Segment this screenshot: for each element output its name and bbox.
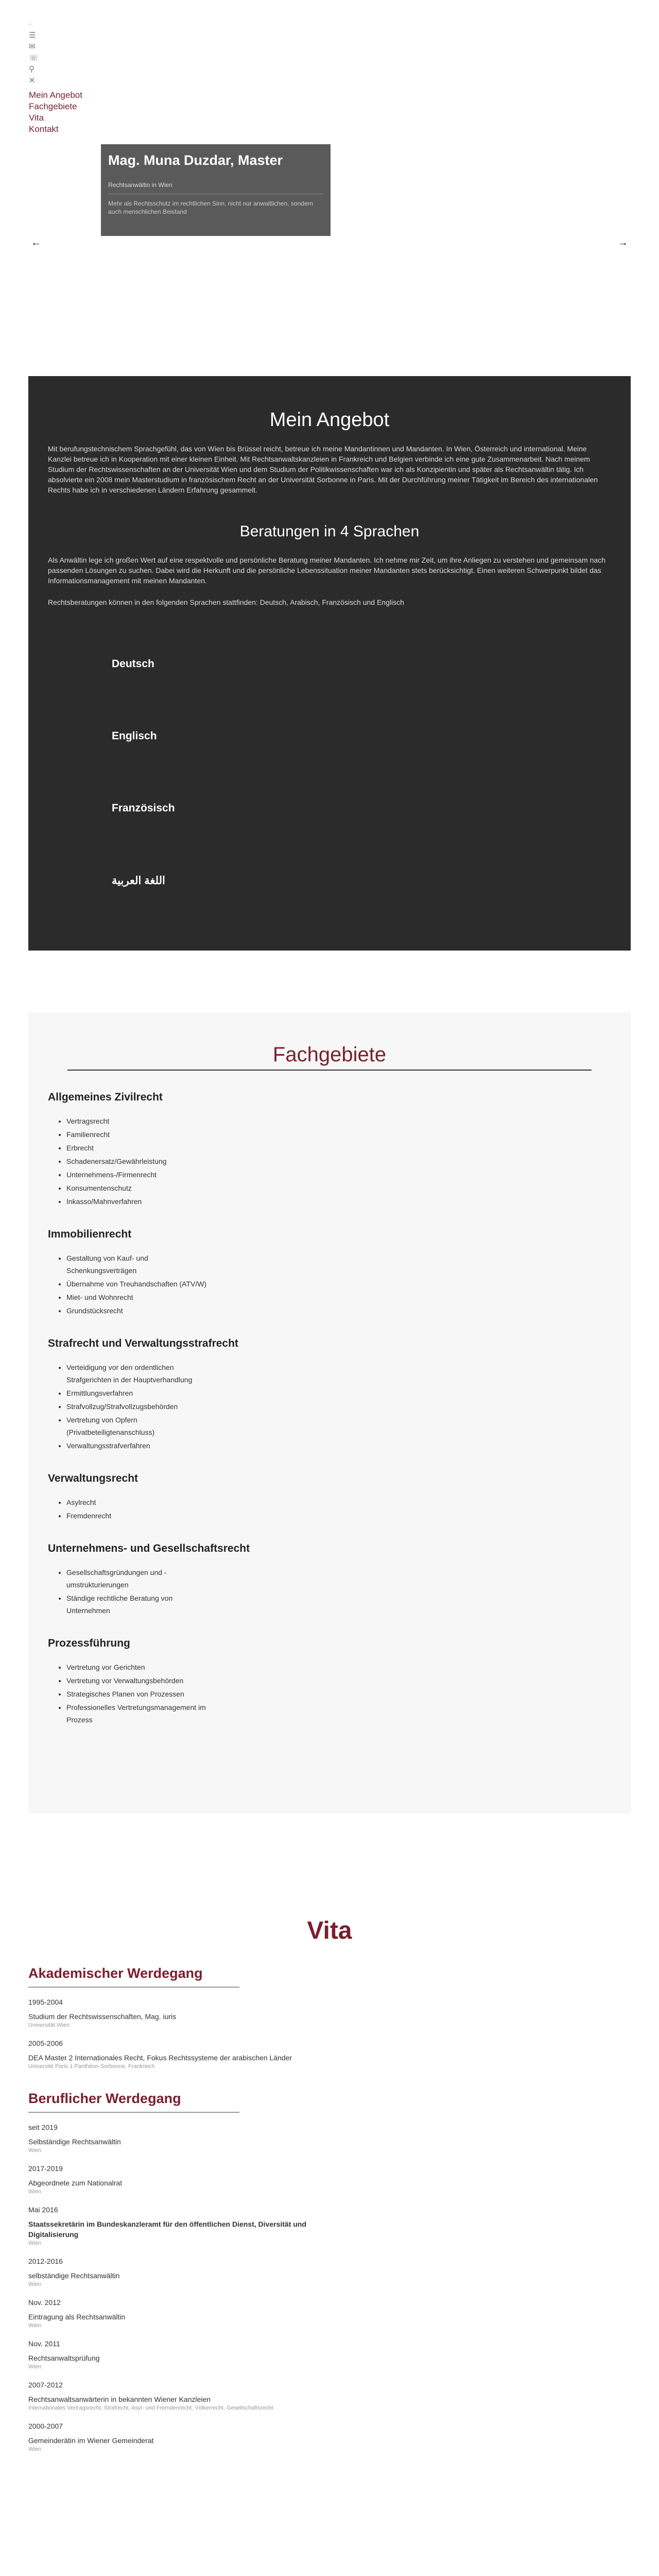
arrow-right-icon[interactable]: → <box>618 237 628 248</box>
list-item: • Vertretung vor Verwaltungsbehörden <box>66 1674 218 1687</box>
entry-text: selbständige Rechtsanwältin <box>28 2272 120 2280</box>
list-item: • Schadenersatz/Gewährleistung <box>66 1155 218 1167</box>
entry-note: Wien <box>28 2364 42 2370</box>
hero-slider <box>0 144 659 248</box>
hero-desc: Mehr als Rechtsschutz im rechtlichen Sinn, nicht nur anwaltlichen, sondern auch menschlichen Beistand <box>108 200 314 215</box>
entry-date: seit 2019 <box>28 2123 58 2131</box>
list-item: • Grundstücksrecht <box>66 1304 218 1317</box>
category-list <box>48 1566 218 1617</box>
entry-date: Mai 2016 <box>28 2206 58 2214</box>
career-title: Beruflicher Werdegang <box>28 2091 181 2106</box>
entry-text: Rechtsanwaltsprüfung <box>28 2354 100 2362</box>
list-item: • Ermittlungsverfahren <box>66 1387 218 1399</box>
entry-text: Eintragung als Rechtsanwältin <box>28 2313 126 2321</box>
list-item: • Strategisches Planen von Prozessen <box>66 1688 218 1700</box>
arrow-left-icon[interactable]: ← <box>31 237 41 248</box>
list-item: • Inkasso/Mahnverfahren <box>66 1195 218 1208</box>
list-item: • Professionelles Vertretungsmanagement im Prozess <box>66 1701 218 1726</box>
language-list <box>48 628 611 917</box>
vita-entry <box>28 2122 317 2154</box>
angebot-text-2: Als Anwältin lege ich großen Wert auf eine respektvolle und persönliche Beratung meiner Mandanten. Ich nehme mir Zeit, um ihre Anliegen zu verstehen und gemeinsam nach passenden Lösungen zu suchen. Dabei wird die Herkunft und die persönliche Lebenssituation meiner Mandanten stets berücksichtigt. Einen weiteren Schwerpunkt bildet das Informationsmanagement mit meinen Mandanten. <box>48 556 606 585</box>
category-title: Immobilienrecht <box>48 1228 132 1240</box>
hero-subtitle: Rechtsanwältin in Wien <box>108 181 323 194</box>
vita-entry <box>28 2338 317 2370</box>
category-list <box>48 1661 218 1726</box>
language-item: Englisch <box>112 730 157 742</box>
entry-text: DEA Master 2 Internationales Recht, Fokus Rechtssysteme der arabischen Länder <box>28 2054 292 2062</box>
vita-entry <box>28 2205 317 2247</box>
nav-item-fachgebiete[interactable]: Fachgebiete <box>29 101 77 111</box>
list-item: • Vertretung von Opfern (Privatbeteiligtenanschluss) <box>66 1414 218 1438</box>
fachgebiete-list <box>48 1091 611 1726</box>
list-item: • Unternehmens-/Firmenrecht <box>66 1168 218 1181</box>
list-item: • Erbrecht <box>66 1142 218 1154</box>
list-item: • Gesellschaftsgründungen und -umstrukturierungen <box>66 1566 218 1591</box>
nav-item-vita[interactable]: Vita <box>29 113 44 123</box>
entry-note: Wien <box>28 2281 42 2287</box>
category-list <box>48 1252 218 1317</box>
category-list <box>48 1115 218 1208</box>
category-title: Allgemeines Zivilrecht <box>48 1091 163 1103</box>
entry-date: 2012-2016 <box>28 2257 63 2265</box>
entry-note: Université Paris 1 Panthéon-Sorbonne, Frankreich <box>28 2063 155 2070</box>
hamburger-icon[interactable]: ☰ <box>29 31 36 40</box>
list-item: • Gestaltung von Kauf- und Schenkungsverträgen <box>66 1252 218 1277</box>
angebot-section <box>28 376 631 951</box>
list-item: • Strafvollzug/Strafvollzugsbehörden <box>66 1400 218 1413</box>
search-icon[interactable]: ⚲ <box>29 65 34 74</box>
entry-text: Rechtsanwaltsanwärterin in bekannten Wiener Kanzleien <box>28 2395 211 2403</box>
vita-entry <box>28 2421 317 2453</box>
vita-title: Vita <box>307 1917 352 1944</box>
list-item: • Übernahme von Treuhandschaften (ATV/W) <box>66 1278 218 1290</box>
divider <box>28 1987 239 1988</box>
list-item: • Miet- und Wohnrecht <box>66 1291 218 1303</box>
entry-date: 2005-2006 <box>28 2039 63 2047</box>
entry-note: Internationales Vertragsrecht, Strafrecht, Asyl- und Fremdenrecht, Völkerrecht, Gesellschaftsrecht <box>28 2405 273 2411</box>
divider <box>28 2112 239 2113</box>
entry-note: Wien <box>28 2240 42 2246</box>
entry-note: Wien <box>28 2323 42 2329</box>
menu-icon[interactable]: · <box>29 20 31 28</box>
category-list <box>48 1361 218 1452</box>
hero-card <box>101 144 331 236</box>
nav-item-kontakt[interactable]: Kontakt <box>29 124 59 134</box>
entry-text: Selbständige Rechtsanwältin <box>28 2138 121 2146</box>
languages-title: Beratungen in 4 Sprachen <box>239 523 420 540</box>
entry-note: Wien <box>28 2446 42 2452</box>
entry-text: Abgeordnete zum Nationalrat <box>28 2179 123 2187</box>
academic-title: Akademischer Werdegang <box>28 1965 203 1981</box>
top-nav <box>0 0 659 135</box>
list-item: • Ständige rechtliche Beratung von Unternehmen <box>66 1592 218 1617</box>
entry-text: Gemeinderätin im Wiener Gemeinderat <box>28 2436 154 2445</box>
category-title: Prozessführung <box>48 1637 130 1649</box>
mail-icon[interactable]: ✉ <box>29 42 36 51</box>
hero-title: Mag. Muna Duzdar, Master <box>108 152 283 168</box>
list-item: • Vertretung vor Gerichten <box>66 1661 218 1673</box>
close-icon[interactable]: ✕ <box>29 76 36 85</box>
nav-item-angebot[interactable]: Mein Angebot <box>29 90 82 100</box>
academic-list <box>28 1997 631 2070</box>
entry-text: Studium der Rechtswissenschaften, Mag. iuris <box>28 2012 177 2021</box>
entry-text: Staatssekretärin im Bundeskanzleramt für den öffentlichen Dienst, Diversität und Digitalisierung <box>28 2220 306 2239</box>
vita-section <box>0 1917 659 2453</box>
entry-date: 1995-2004 <box>28 1998 63 2006</box>
list-item: • Vertragsrecht <box>66 1115 218 1127</box>
language-item: Französisch <box>112 802 175 814</box>
category-title: Strafrecht und Verwaltungsstrafrecht <box>48 1337 238 1349</box>
list-item: • Asylrecht <box>66 1496 218 1509</box>
angebot-text-3: Rechtsberatungen können in den folgenden Sprachen stattfinden: Deutsch, Arabisch, Französisch und Englisch <box>48 598 404 606</box>
fachgebiete-section <box>28 1012 631 1814</box>
entry-date: 2007-2012 <box>28 2381 63 2389</box>
category-list <box>48 1496 218 1522</box>
category-title: Verwaltungsrecht <box>48 1472 138 1484</box>
entry-note: Wien <box>28 2189 42 2195</box>
vita-entry <box>28 2256 317 2288</box>
fachgebiete-title: Fachgebiete <box>67 1043 592 1071</box>
list-item: • Konsumentenschutz <box>66 1182 218 1194</box>
vita-entry <box>28 2380 317 2412</box>
list-item: • Familienrecht <box>66 1128 218 1141</box>
entry-date: Nov. 2012 <box>28 2298 61 2307</box>
phone-icon[interactable]: ☏ <box>29 54 39 62</box>
vita-entry <box>28 2163 317 2195</box>
entry-note: Universität Wien <box>28 2022 70 2028</box>
list-item: • Verteidigung vor den ordentlichen Strafgerichten in der Hauptverhandlung <box>66 1361 218 1386</box>
list-item: • Verwaltungsstrafverfahren <box>66 1439 218 1452</box>
entry-date: Nov. 2011 <box>28 2340 60 2348</box>
entry-date: 2000-2007 <box>28 2422 63 2430</box>
angebot-text: Mit berufungstechnischem Sprachgefühl, das von Wien bis Brüssel reicht, betreue ich meine Mandantinnen und Mandanten. In Wien, Österreich und international. Meine Kanzlei betreue ich in Kooperation mit einer kleinen Einheit. Mit Rechtsanwaltskanzleien in Frankreich und Belgien verbinde ich eine gute Zusammenarbeit. Nach meinem Studium der Rechtswissenschaften an der Universität Wien und dem Studium der Politikwissenschaften war ich als Konzipientin und später als Rechtsanwältin tätig. Ich absolvierte ein 2008 mein Masterstudium in französischem Recht an der Universität Sorbonne in Paris. Mit der Durchführung meiner Tätigkeit im Bereich des internationalen Rechts habe ich in verschiedenen Ländern Erfahrung gesammelt. <box>48 445 598 494</box>
entry-date: 2017-2019 <box>28 2164 63 2173</box>
language-item: اللغة العربية <box>112 874 165 887</box>
vita-entry <box>28 2038 317 2070</box>
career-list <box>28 2122 631 2453</box>
angebot-title: Mein Angebot <box>269 409 390 431</box>
entry-note: Wien <box>28 2147 42 2154</box>
list-item: • Fremdenrecht <box>66 1510 218 1522</box>
vita-entry <box>28 2297 317 2329</box>
language-item: Deutsch <box>112 658 154 670</box>
category-title: Unternehmens- und Gesellschaftsrecht <box>48 1543 250 1554</box>
vita-entry <box>28 1997 317 2029</box>
